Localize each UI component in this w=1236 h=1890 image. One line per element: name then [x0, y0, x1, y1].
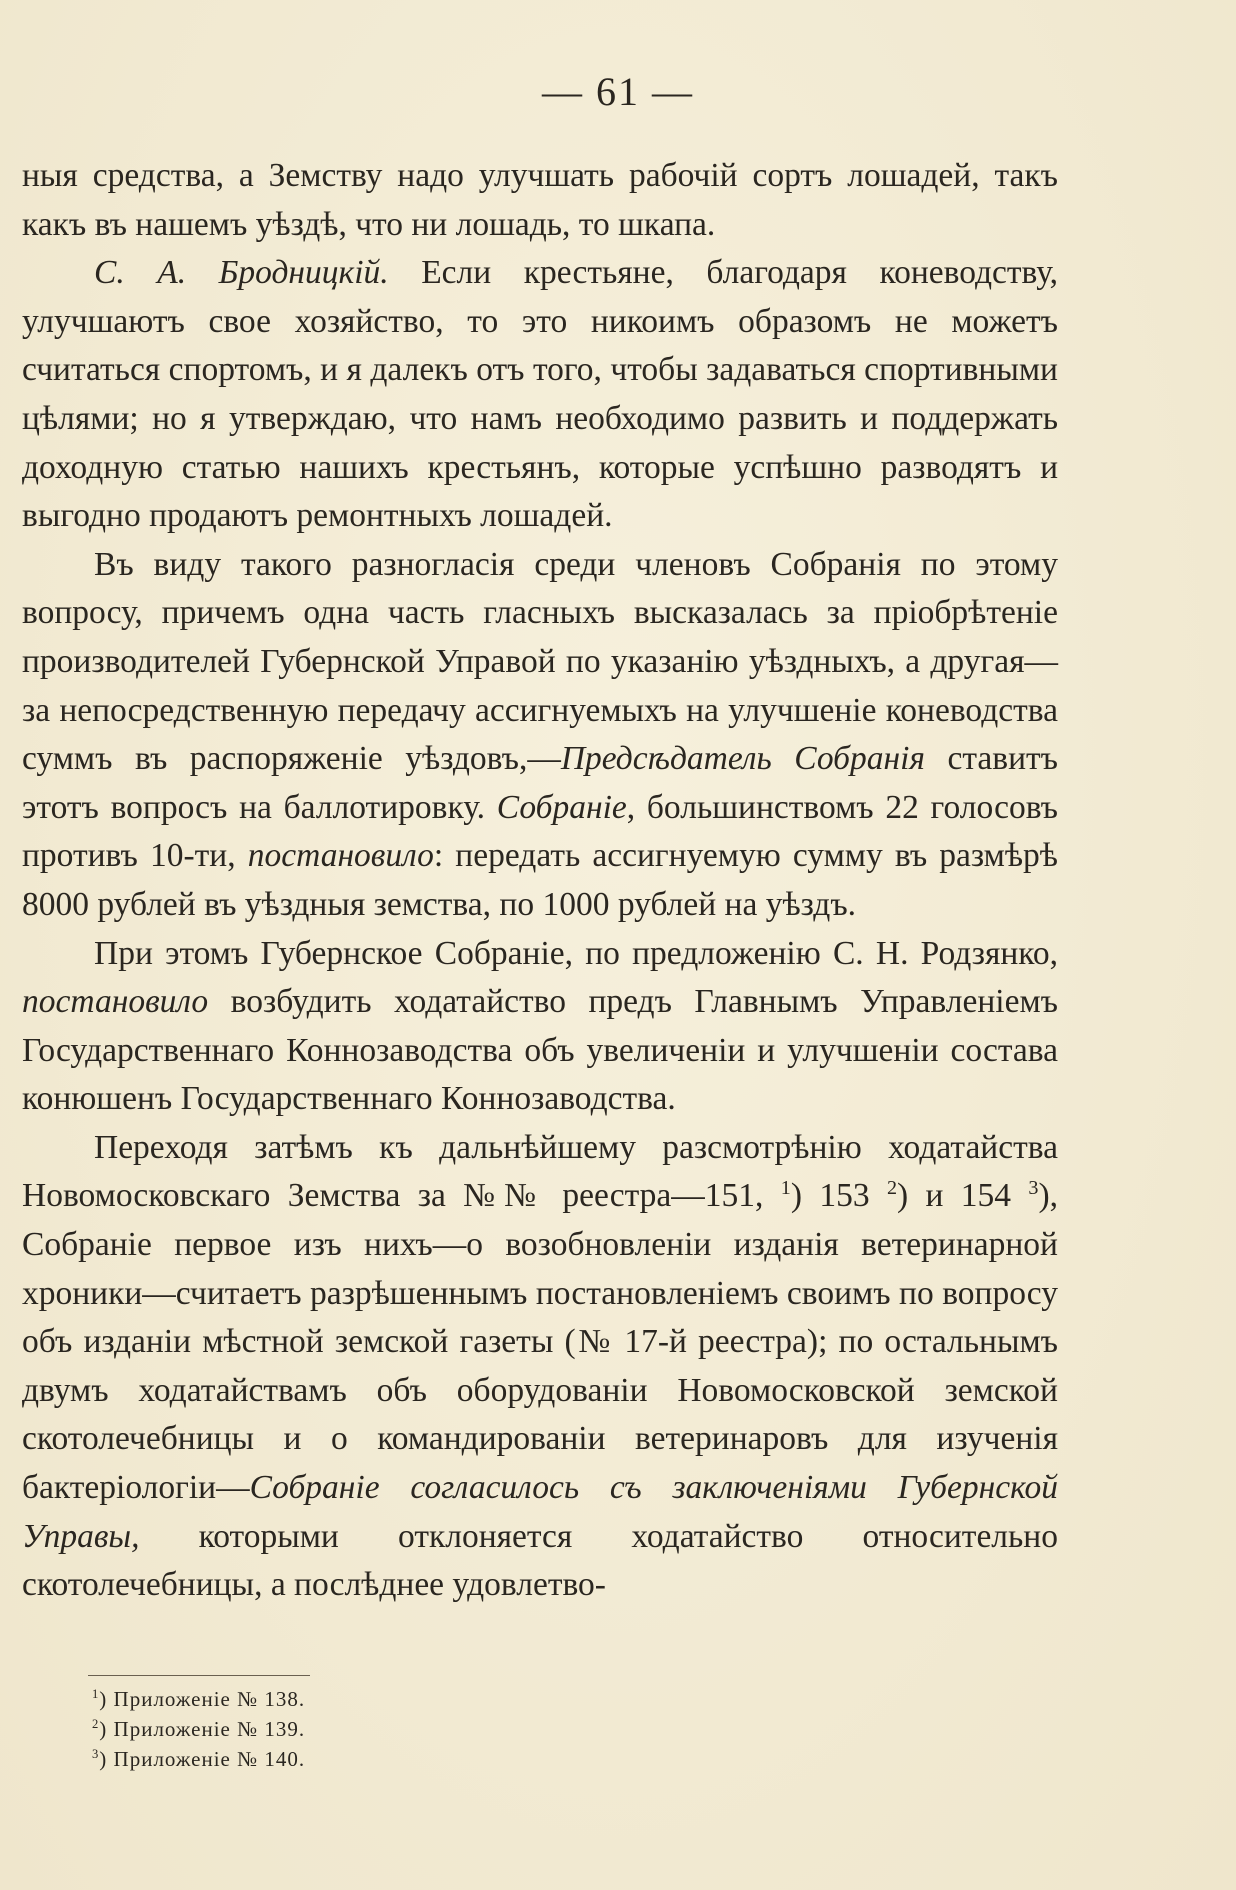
paragraph-0: ныя средства, а Земству надо улучшать рабочій сортъ лошадей, такъ какъ въ нашемъ уѣздѣ, что ни лошадь, то шкапа. [22, 157, 1058, 243]
footnote-divider [88, 1675, 310, 1676]
body-text [22, 152, 1058, 1610]
paragraph-2-text-a: Въ виду такого разногласія среди членовъ Собранія по этому вопросу, причемъ одна часть гласныхъ высказалась за пріобрѣтеніе производителей Губернской Управой по указанію уѣздныхъ, а другая—за непосредственную передачу ассигнуемыхъ на улучшеніе коневодства суммъ въ распоряженіе уѣздовъ,— [22, 545, 1058, 778]
paragraph-3-text-c: возбудить ходатайство предъ Главнымъ Управленіемъ Государственнаго Коннозаводства объ увеличеніи и улучшеніи состава конюшенъ Государственнаго Коннозаводства. [22, 983, 1058, 1118]
paragraph-2-text-g: : передать ассигнуемую сумму въ размѣрѣ 8000 рублей въ уѣздныя земства, по 1000 рублей на уѣздъ. [22, 837, 1058, 923]
footnote-text: ) Приложеніе № 138. [99, 1687, 306, 1711]
footnote-2 [92, 1714, 305, 1744]
resolution-term: постановило [247, 837, 434, 875]
footnotes [92, 1684, 305, 1774]
footnote-3 [92, 1744, 305, 1774]
chairman-term: Предсѣдатель Собранія [560, 740, 925, 778]
paragraph-4 [22, 1124, 1058, 1610]
page-number: — 61 — [542, 69, 694, 114]
footnote-mark: 3 [92, 1747, 100, 1761]
paragraph-4-text-b: ) 153 [790, 1177, 887, 1215]
paragraph-4-text-a: Переходя затѣмъ къ дальнѣйшему разсмотрѣнію ходатайства Новомосковскаго Земства за №№ реестра—151, [22, 1128, 1058, 1215]
footnote-mark: 2 [92, 1717, 100, 1731]
resolution-term: постановило [22, 983, 209, 1021]
paragraph-1-text: Если крестьяне, благодаря коневодству, улучшаютъ свое хозяйство, то это никоимъ образомъ не можетъ считаться спортомъ, и я далекъ отъ того, чтобы задаваться спортивными цѣлями; но я утверждаю, что намъ необходимо развить и поддержать доходную статью нашихъ крестьянъ, которые успѣшно разводятъ и выгодно продаютъ ремонтныхъ лошадей. [22, 254, 1058, 535]
footnote-ref-1[interactable]: 1 [780, 1177, 791, 1200]
decision-phrase: Собраніе согласилось съ заключеніями Губернской Управы, [22, 1469, 1058, 1555]
footnote-1 [92, 1684, 305, 1714]
paragraph-1 [22, 249, 1058, 541]
paragraph-2-text-c: ставитъ этотъ вопросъ на баллотировку. [22, 740, 1058, 826]
paragraph-4-text-f: которыми отклоняется ходатайство относительно скотолечебницы, а послѣднее удовлетво- [22, 1517, 1058, 1604]
paragraph-3 [22, 930, 1058, 1124]
paragraph-2 [22, 541, 1058, 930]
paragraph-4-text-c: ) и 154 [897, 1177, 1029, 1215]
footnote-ref-2[interactable]: 2 [886, 1177, 897, 1200]
footnote-mark: 1 [92, 1687, 100, 1701]
assembly-term: Собраніе [496, 788, 627, 826]
footnote-ref-3[interactable]: 3 [1028, 1177, 1039, 1200]
footnote-text: ) Приложеніе № 140. [99, 1747, 306, 1771]
paragraph-3-text-a: При этомъ Губернское Собраніе, по предложенію С. Н. Родзянко, [94, 934, 1058, 972]
speaker-name: С. А. Бродницкій. [94, 254, 389, 292]
paragraph-2-text-e: , большинствомъ 22 голосовъ противъ 10-ти, [22, 788, 1058, 875]
footnote-text: ) Приложеніе № 139. [99, 1717, 306, 1741]
paragraph-4-text-d: ), Собраніе первое изъ нихъ—о возобновленіи изданія ветеринарной хроники—считаетъ разрѣшеннымъ постановленіемъ своимъ по вопросу объ изданіи мѣстной земской газеты (№ 17-й реестра); по остальнымъ двумъ ходатайствамъ объ оборудованіи Новомосковской земской скотолечебницы и о командированіи ветеринаровъ для изученія бактеріологіи— [22, 1177, 1058, 1507]
